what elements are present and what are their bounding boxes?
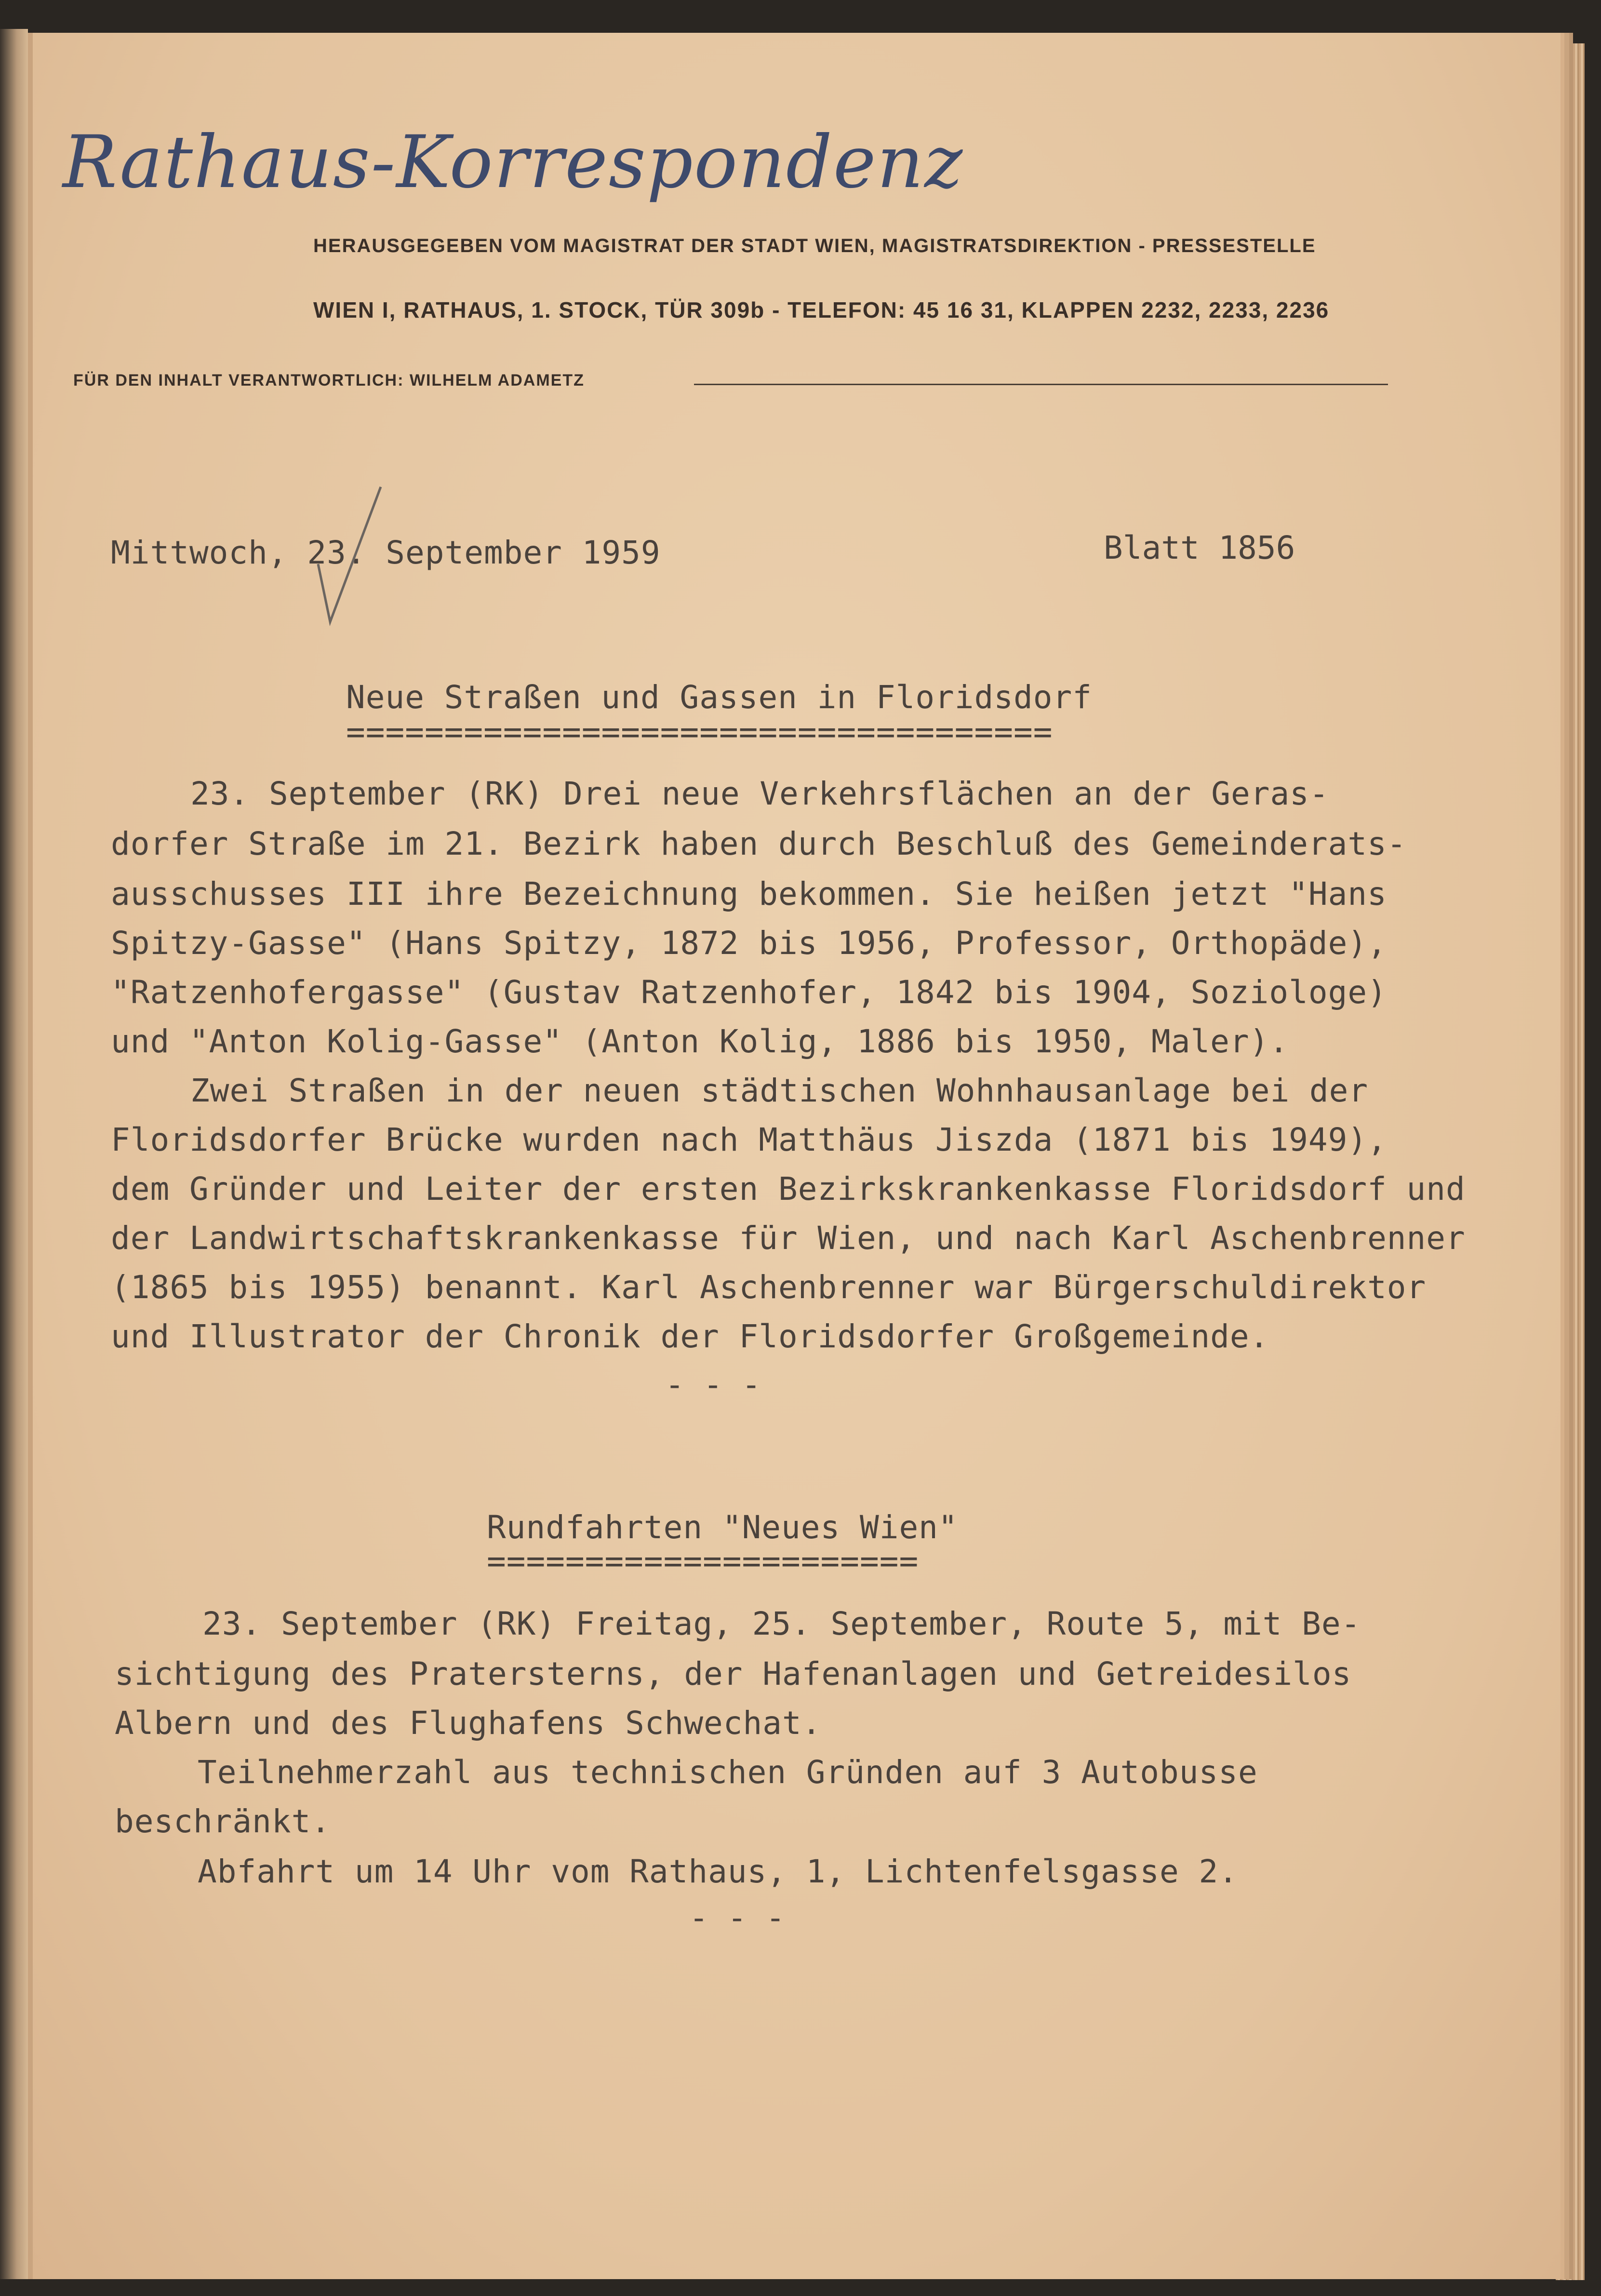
article1-line: und "Anton Kolig-Gasse" (Anton Kolig, 1886 bis 1950, Maler). xyxy=(111,1023,1289,1060)
article2-line: sichtigung des Pratersterns, der Hafenanlagen und Getreidesilos xyxy=(115,1655,1352,1692)
article2-title: Rundfahrten "Neues Wien" xyxy=(487,1509,958,1546)
publisher-line: HERAUSGEGEBEN VOM MAGISTRAT DER STADT WIEN, MAGISTRATSDIREKTION - PRESSESTELLE xyxy=(313,235,1316,256)
responsible-line: FÜR DEN INHALT VERANTWORTLICH: WILHELM ADAMETZ xyxy=(73,371,585,389)
article2-line: Albern und des Flughafens Schwechat. xyxy=(115,1705,822,1742)
sheet-number: Blatt 1856 xyxy=(1104,529,1295,566)
article2-title-underline: ====================== xyxy=(487,1543,919,1580)
article2-line: beschränkt. xyxy=(115,1803,331,1840)
article1-title-underline: ==================================== xyxy=(346,713,1053,751)
date-line: Mittwoch, 23. September 1959 xyxy=(111,534,661,571)
article1-line: der Landwirtschaftskrankenkasse für Wien, und nach Karl Aschenbrenner xyxy=(111,1220,1466,1257)
article2-line: 23. September (RK) Freitag, 25. September, Route 5, mit Be- xyxy=(202,1605,1361,1642)
article1-title: Neue Straßen und Gassen in Floridsdorf xyxy=(346,679,1092,716)
article1-line: dem Gründer und Leiter der ersten Bezirkskrankenkasse Floridsdorf und xyxy=(111,1170,1466,1208)
masthead-title: Rathaus-Korrespondenz xyxy=(63,121,964,204)
article1-line: "Ratzenhofergasse" (Gustav Ratzenhofer, 1842 bis 1904, Soziologe) xyxy=(111,974,1387,1011)
article1-line: Spitzy-Gasse" (Hans Spitzy, 1872 bis 1956, Professor, Orthopäde), xyxy=(111,925,1387,962)
article1-line: Zwei Straßen in der neuen städtischen Wohnhausanlage bei der xyxy=(190,1072,1369,1109)
article2-line: Abfahrt um 14 Uhr vom Rathaus, 1, Lichtenfelsgasse 2. xyxy=(198,1853,1238,1890)
article1-line: 23. September (RK) Drei neue Verkehrsflächen an der Geras- xyxy=(190,775,1329,812)
book-binding-edge xyxy=(0,29,28,2279)
article1-separator: - - - xyxy=(665,1366,761,1403)
article2-line: Teilnehmerzahl aus technischen Gründen auf 3 Autobusse xyxy=(198,1754,1258,1791)
article1-line: dorfer Straße im 21. Bezirk haben durch Beschluß des Gemeinderats- xyxy=(111,825,1407,862)
article1-line: Floridsdorfer Brücke wurden nach Matthäus Jiszda (1871 bis 1949), xyxy=(111,1121,1387,1158)
header-rule xyxy=(694,384,1388,385)
article1-line: (1865 bis 1955) benannt. Karl Aschenbrenner war Bürgerschuldirektor xyxy=(111,1269,1427,1306)
article2-separator: - - - xyxy=(689,1899,785,1936)
checkmark-icon xyxy=(308,482,386,627)
article1-line: und Illustrator der Chronik der Floridsdorfer Großgemeinde. xyxy=(111,1318,1269,1355)
article1-line: ausschusses III ihre Bezeichnung bekommen. Sie heißen jetzt "Hans xyxy=(111,875,1387,913)
address-line: WIEN I, RATHAUS, 1. STOCK, TÜR 309b - TELEFON: 45 16 31, KLAPPEN 2232, 2233, 2236 xyxy=(313,297,1330,322)
